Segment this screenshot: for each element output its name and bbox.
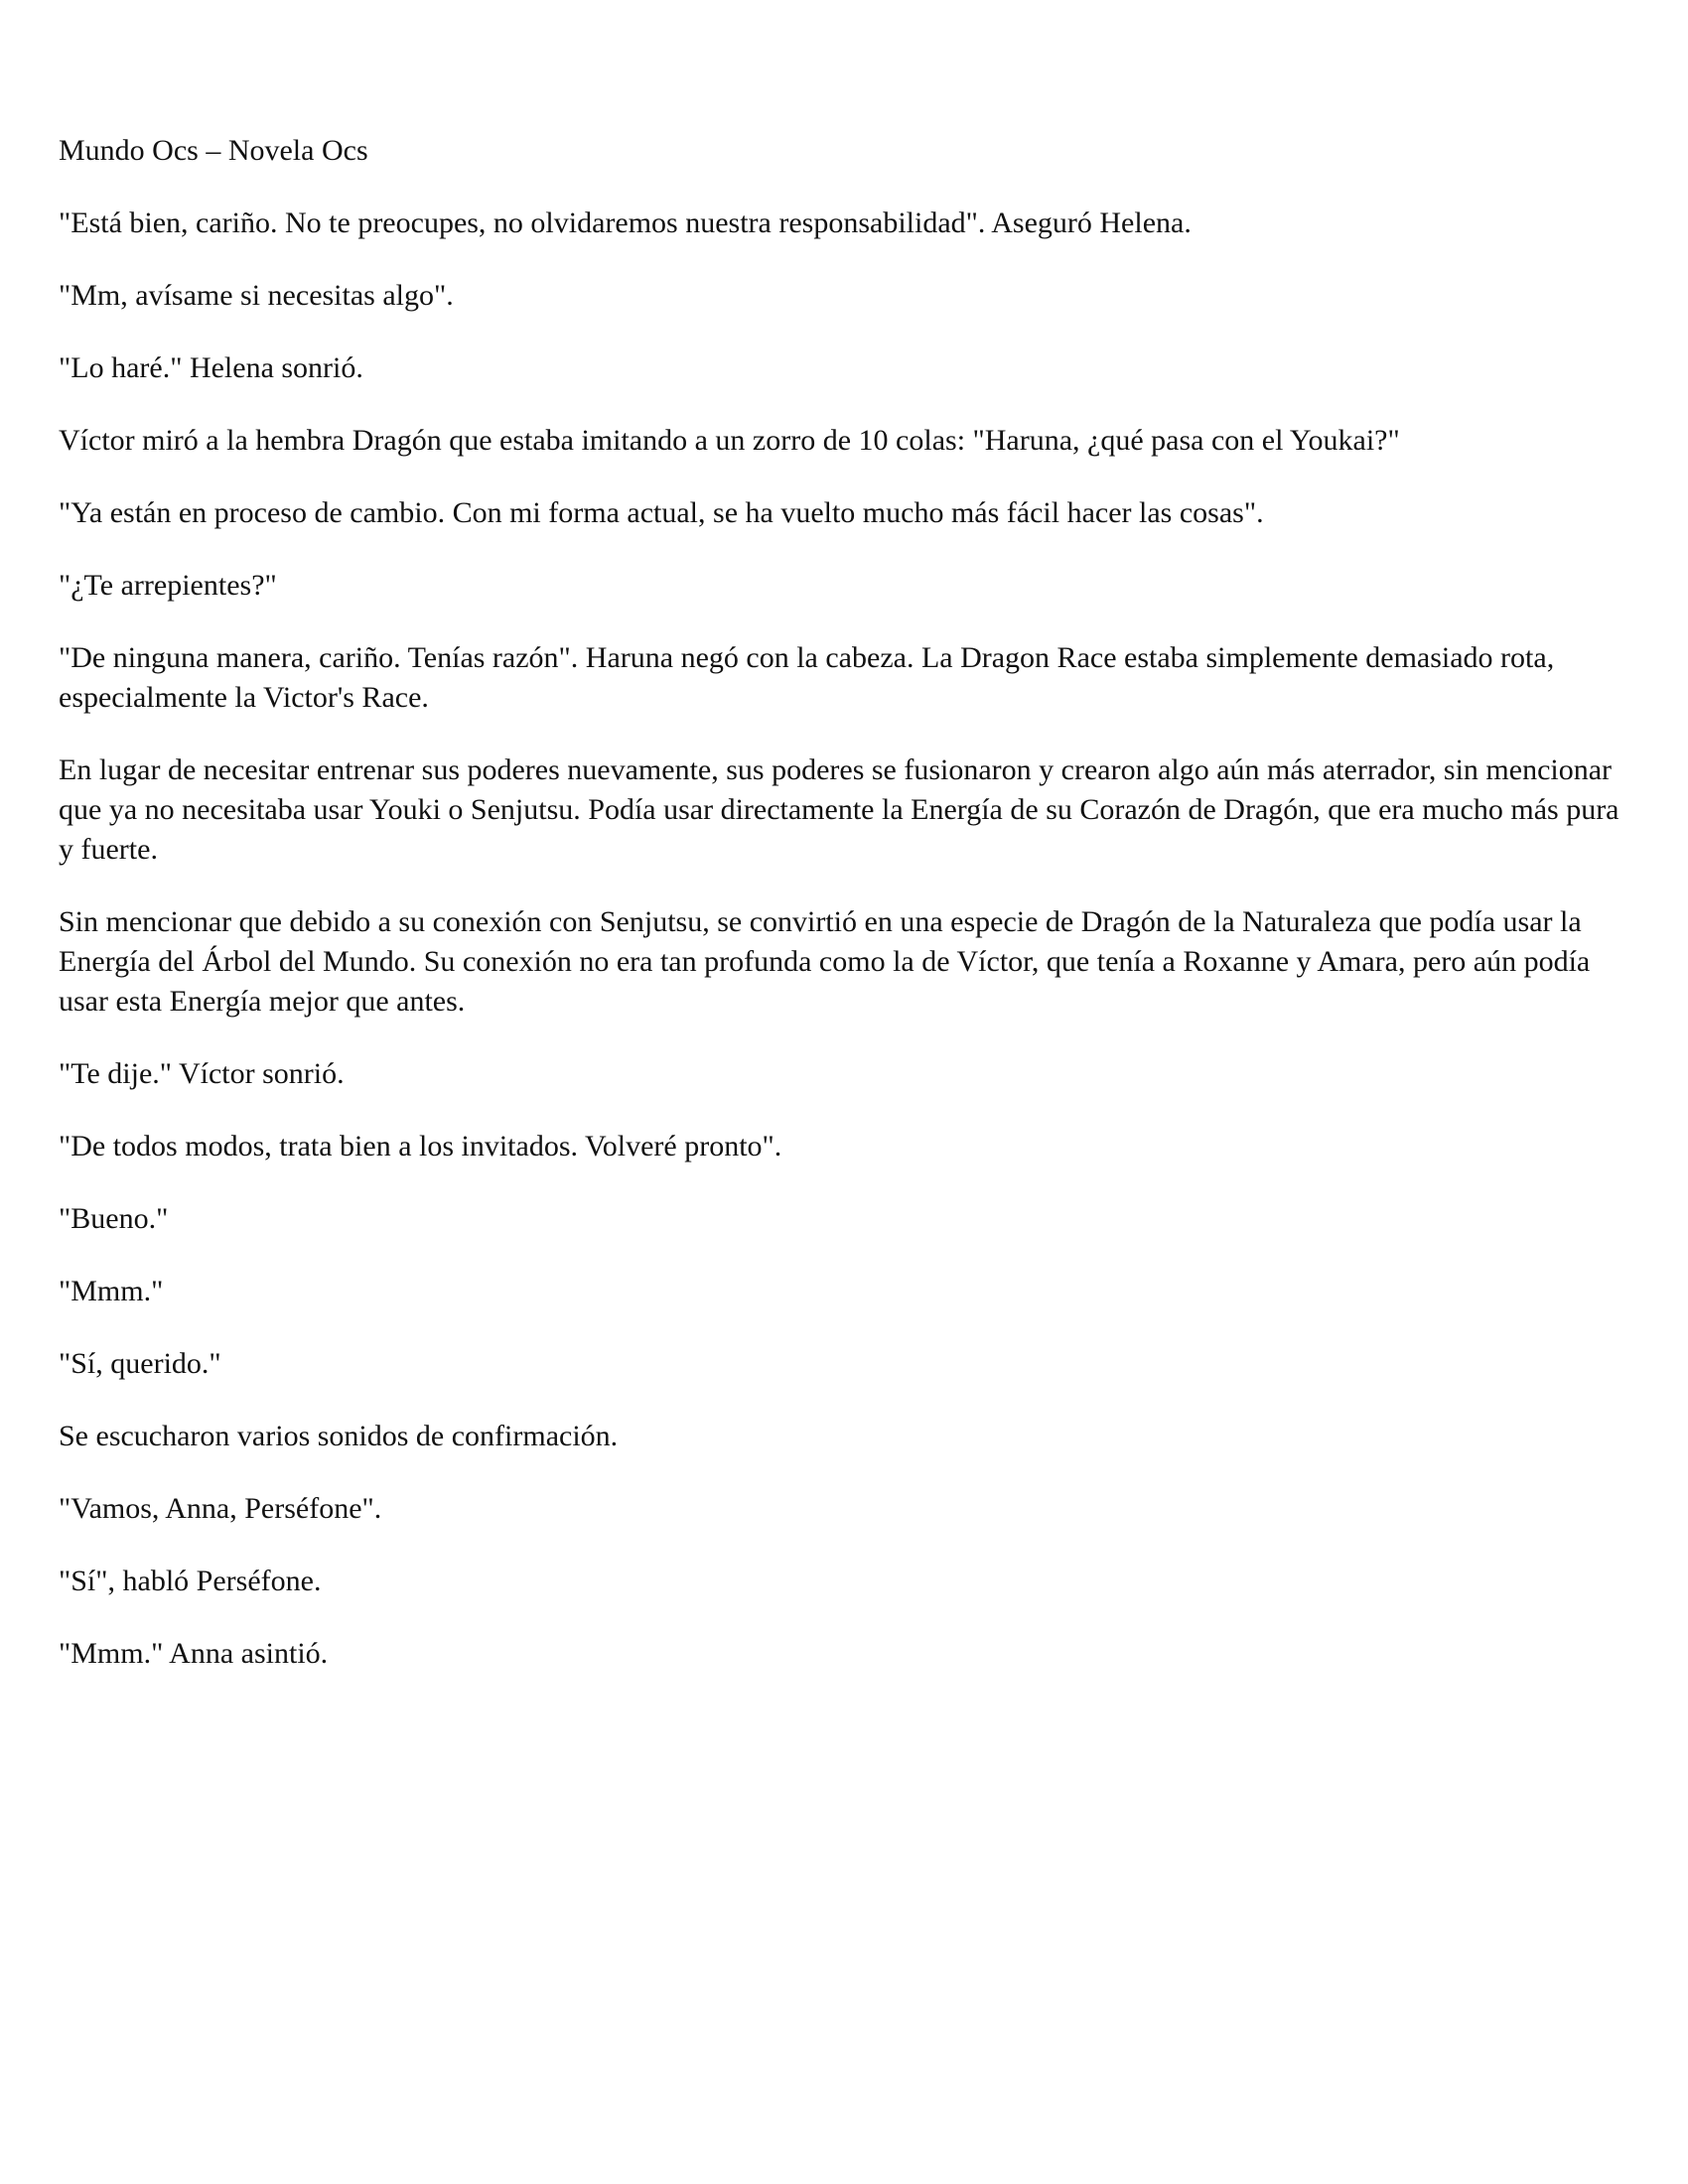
document-header: Mundo Ocs – Novela Ocs [59,134,368,167]
paragraph: "Mmm." [59,1275,164,1307]
paragraph: "De ninguna manera, cariño. Tenías razón". Haruna negó con la cabeza. La Dragon Race estaba simplemente demasiado rota, especialmente la Victor's Race. [59,641,1555,714]
paragraph: Se escucharon varios sonidos de confirmación. [59,1420,619,1452]
paragraph: "Sí", habló Perséfone. [59,1565,322,1597]
paragraph: En lugar de necesitar entrenar sus poderes nuevamente, sus poderes se fusionaron y crearon algo aún más aterrador, sin mencionar que ya no necesitaba usar Youki o Senjutsu. Podía usar directamente la Energía de su Corazón de Dragón, que era mucho más pura y fuerte. [59,753,1619,866]
paragraph: "Lo haré." Helena sonrió. [59,351,363,384]
paragraph: "Sí, querido." [59,1347,221,1380]
paragraph: "De todos modos, trata bien a los invitados. Volveré pronto". [59,1130,782,1162]
paragraph: "Ya están en proceso de cambio. Con mi forma actual, se ha vuelto mucho más fácil hacer las cosas". [59,496,1264,529]
paragraph: "Bueno." [59,1202,169,1235]
paragraph: "Mmm." Anna asintió. [59,1637,329,1670]
paragraph: Víctor miró a la hembra Dragón que estaba imitando a un zorro de 10 colas: "Haruna, ¿qué pasa con el Youkai?" [59,424,1400,457]
paragraph: "Vamos, Anna, Perséfone". [59,1492,382,1525]
document-body [59,131,1637,1706]
paragraph: "Mm, avísame si necesitas algo". [59,279,454,312]
paragraph: "Te dije." Víctor sonrió. [59,1057,345,1090]
paragraph: "Está bien, cariño. No te preocupes, no olvidaremos nuestra responsabilidad". Aseguró Helena. [59,206,1192,239]
paragraph: "¿Te arrepientes?" [59,569,277,602]
paragraph: Sin mencionar que debido a su conexión con Senjutsu, se convirtió en una especie de Dragón de la Naturaleza que podía usar la Energía del Árbol del Mundo. Su conexión no era tan profunda como la de Víctor, que tenía a Roxanne y Amara, pero aún podía usar esta Energía mejor que antes. [59,905,1591,1018]
